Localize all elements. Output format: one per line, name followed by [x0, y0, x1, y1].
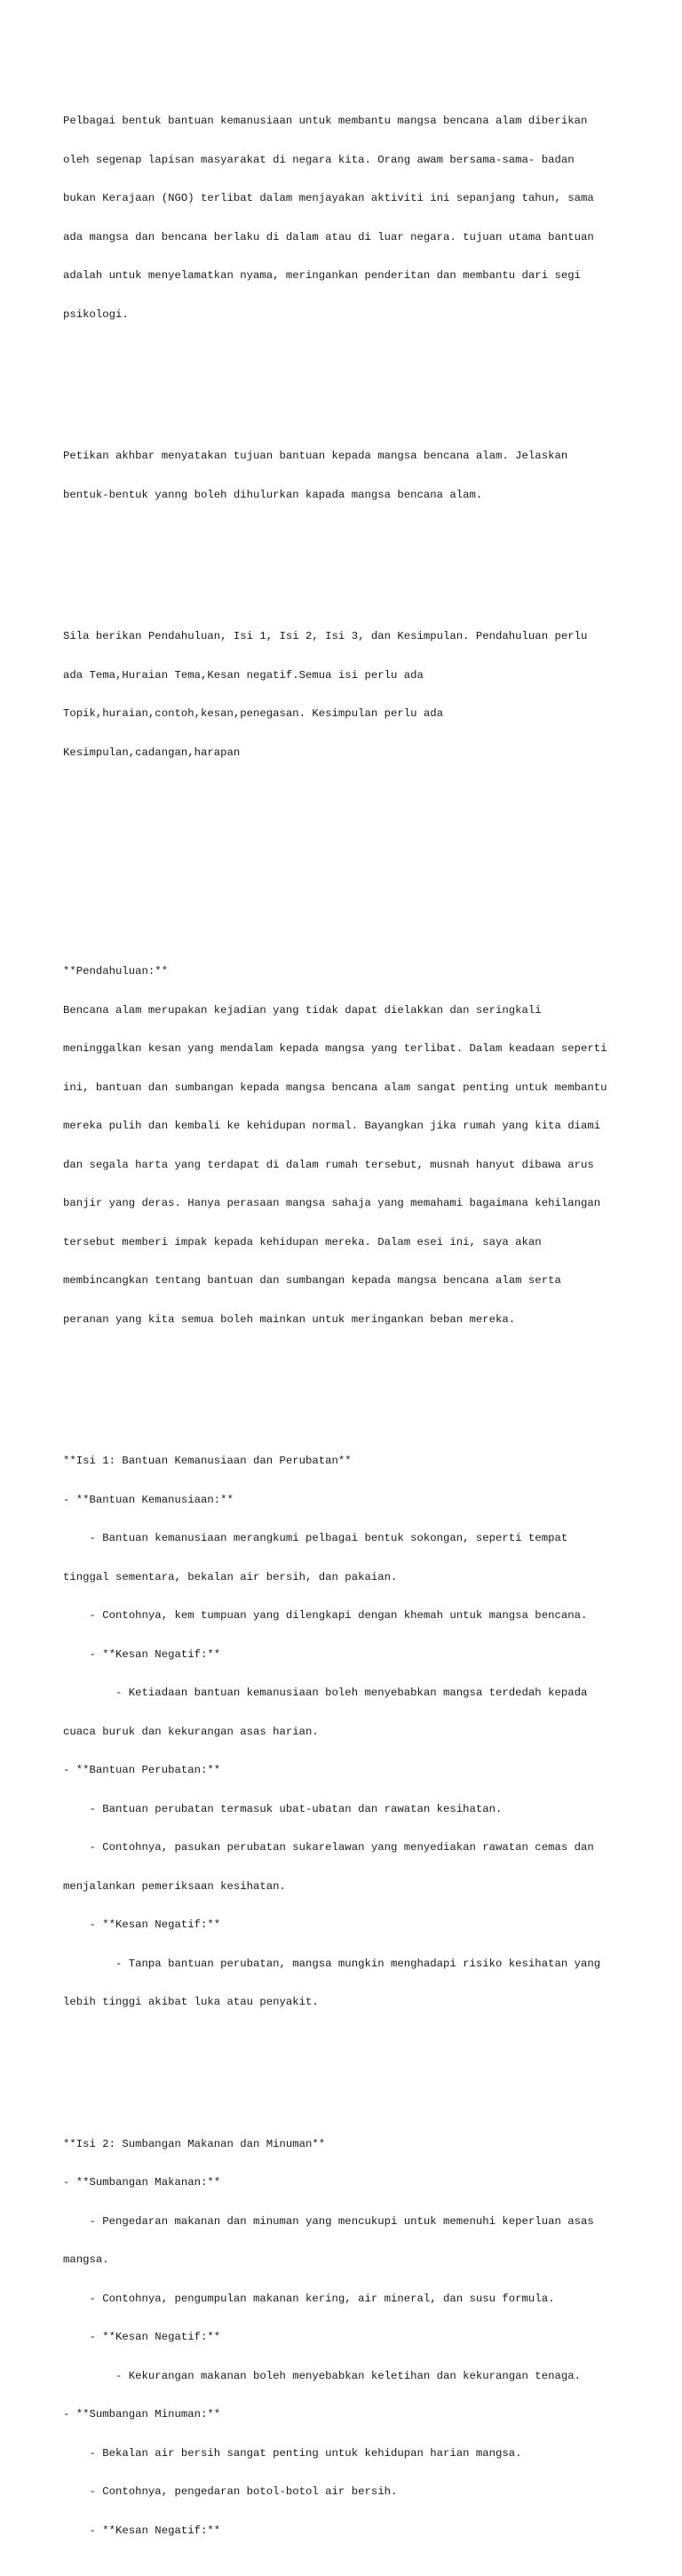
section-gap — [63, 824, 631, 901]
text-line: Kesimpulan,cadangan,harapan — [63, 746, 241, 759]
text-line: - Contohnya, pengumpulan makanan kering, air mineral, dan susu formula. — [63, 2292, 555, 2305]
question-instruction-paragraph — [63, 604, 631, 785]
text-line: - Bantuan kemanusiaan merangkumi pelbagai bentuk sokongan, seperti tempat — [63, 1532, 568, 1544]
text-line: **Isi 2: Sumbangan Makanan dan Minuman** — [63, 2137, 326, 2150]
text-line: - Contohnya, kem tumpuan yang dilengkapi dengan khemah untuk mangsa bencana. — [63, 1609, 588, 1622]
text-line: ada mangsa dan bencana berlaku di dalam atau di luar negara. tujuan utama bantuan — [63, 230, 594, 243]
text-line: Pelbagai bentuk bantuan kemanusiaan untuk membantu mangsa bencana alam diberikan — [63, 115, 588, 127]
text-line: - **Bantuan Kemanusiaan:** — [63, 1493, 234, 1506]
text-line: mangsa. — [63, 2253, 109, 2266]
text-line: - **Kesan Negatif:** — [63, 2331, 221, 2343]
text-line: adalah untuk menyelamatkan nyama, meringankan penderitan dan membantu dari segi — [63, 269, 581, 282]
paragraph-gap — [63, 2061, 631, 2074]
text-line: tersebut memberi impak kepada kehidupan mereka. Dalam esei ini, saya akan — [63, 1235, 542, 1248]
text-line: membincangkan tentang bantuan dan sumbangan kepada mangsa bencana alam serta — [63, 1274, 561, 1287]
text-line: meninggalkan kesan yang mendalam kepada mangsa yang terlibat. Dalam keadaan seperti — [63, 1042, 607, 1055]
text-line: - **Sumbangan Minuman:** — [63, 2408, 221, 2420]
text-line: - **Kesan Negatif:** — [63, 1918, 221, 1931]
question-intro-paragraph — [63, 89, 631, 347]
text-line: dan segala harta yang terdapat di dalam rumah tersebut, musnah hanyut dibawa arus — [63, 1158, 594, 1171]
text-line: - **Kesan Negatif:** — [63, 1647, 221, 1661]
text-line: psikologi. — [63, 307, 129, 321]
text-line: tinggal sementara, bekalan air bersih, dan pakaian. — [63, 1570, 398, 1583]
text-line: mereka pulih dan kembali ke kehidupan normal. Bayangkan jika rumah yang kita diami — [63, 1120, 601, 1132]
paragraph-gap — [63, 372, 631, 386]
text-line: ada Tema,Huraian Tema,Kesan negatif.Semua isi perlu ada — [63, 668, 424, 682]
text-line: bentuk-bentuk yanng boleh dihulurkan kapada mangsa bencana alam. — [63, 488, 483, 501]
text-line: bukan Kerajaan (NGO) terlibat dalam menjayakan aktiviti ini sepanjang tahun, sama — [63, 192, 594, 204]
text-line: oleh segenap lapisan masyarakat di negara kita. Orang awam bersama-sama- badan — [63, 153, 575, 166]
text-line: - **Kesan Negatif:** — [63, 2524, 221, 2537]
document-body — [63, 63, 631, 2576]
text-line: - Contohnya, pengedaran botol-botol air bersih. — [63, 2485, 398, 2498]
text-line: - Tanpa bantuan perubatan, mangsa mungkin menghadapi risiko kesihatan yang — [63, 1957, 601, 1970]
question-task-paragraph — [63, 424, 631, 527]
text-line: **Isi 1: Bantuan Kemanusiaan dan Perubatan** — [63, 1455, 352, 1467]
text-line: - **Bantuan Perubatan:** — [63, 1764, 221, 1776]
text-line: Sila berikan Pendahuluan, Isi 1, Isi 2, Isi 3, dan Kesimpulan. Pendahuluan perlu — [63, 630, 588, 642]
text-line: - Bantuan perubatan termasuk ubat-ubatan dan rawatan kesihatan. — [63, 1802, 503, 1815]
text-line: Petikan akhbar menyatakan tujuan bantuan kepada mangsa bencana alam. Jelaskan — [63, 450, 568, 462]
text-line: - Ketiadaan bantuan kemanusiaan boleh menyebabkan mangsa terdedah kepada — [63, 1687, 588, 1699]
text-line: - Kekurangan makanan boleh menyebabkan keletihan dan kekurangan tenaga. — [63, 2369, 581, 2382]
text-line: - Bekalan air bersih sangat penting untuk kehidupan harian mangsa. — [63, 2446, 522, 2460]
paragraph-gap — [63, 1377, 631, 1391]
text-line: ini, bantuan dan sumbangan kepada mangsa bencana alam sangat penting untuk membantu — [63, 1081, 607, 1094]
text-line: cuaca buruk dan kekurangan asas harian. — [63, 1725, 319, 1738]
text-line: **Pendahuluan:** — [63, 965, 169, 977]
text-line: peranan yang kita semua boleh mainkan untuk meringankan beban mereka. — [63, 1312, 516, 1326]
text-line: banjir yang deras. Hanya perasaan mangsa sahaja yang memahami bagaimana kehilangan — [63, 1197, 601, 1209]
isi-2-section — [63, 2112, 631, 2564]
text-line: lebih tinggi akibat luka atau penyakit. — [63, 1996, 319, 2008]
text-line: - **Sumbangan Makanan:** — [63, 2176, 221, 2189]
pendahuluan-section — [63, 939, 631, 1352]
text-line: Bencana alam merupakan kejadian yang tidak dapat dielakkan dan seringkali — [63, 1003, 542, 1017]
paragraph-gap — [63, 553, 631, 566]
isi-1-section — [63, 1429, 631, 2035]
text-line: menjalankan pemeriksaan kesihatan. — [63, 1879, 286, 1893]
text-line: - Pengedaran makanan dan minuman yang mencukupi untuk memenuhi keperluan asas — [63, 2214, 594, 2228]
text-line: Topik,huraian,contoh,kesan,penegasan. Kesimpulan perlu ada — [63, 707, 444, 720]
text-line: - Contohnya, pasukan perubatan sukarelawan yang menyediakan rawatan cemas dan — [63, 1841, 594, 1854]
